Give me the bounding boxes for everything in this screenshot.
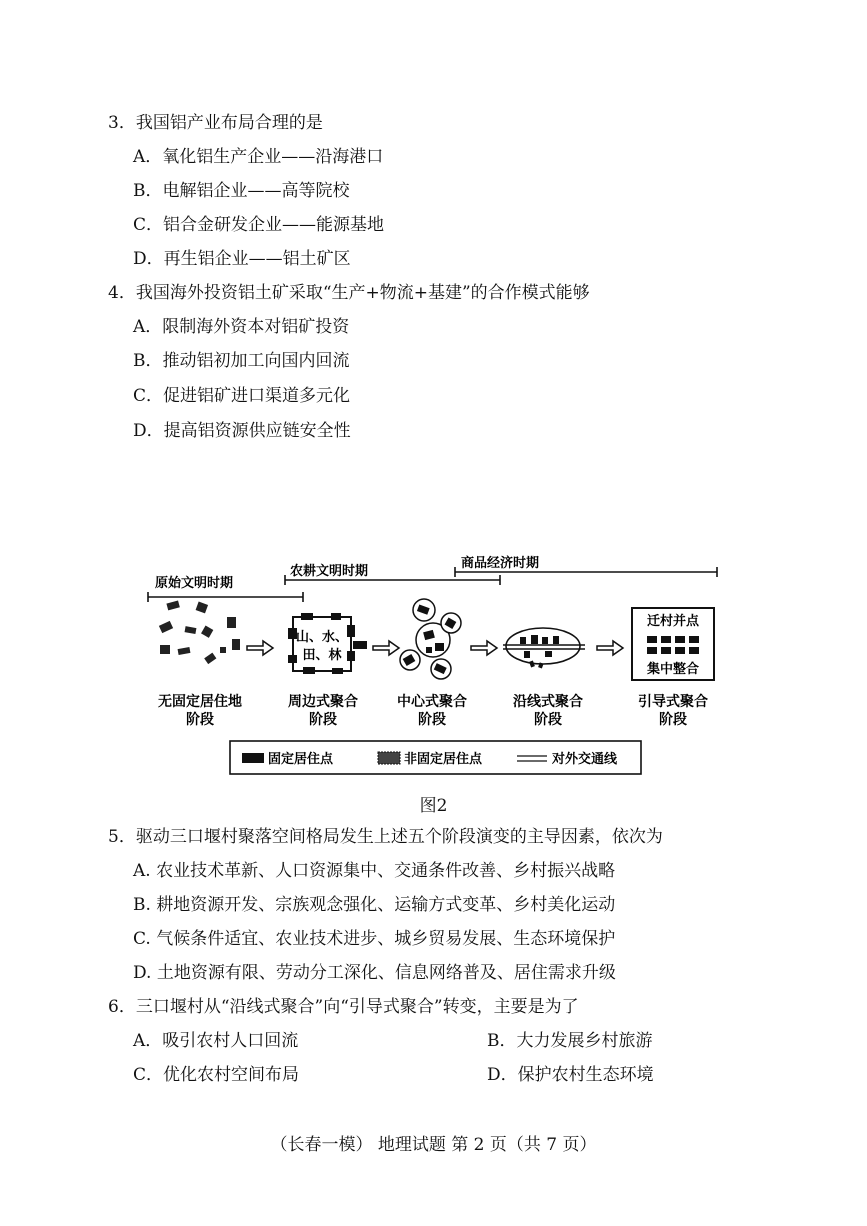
q4-option-a: A．限制海外资本对铝矿投资 — [133, 317, 350, 337]
stage1-name: 无固定居住地 — [158, 694, 242, 710]
stage5-name: 引导式聚合 — [638, 694, 708, 710]
arrow-2 — [373, 641, 399, 655]
legend-road-label: 对外交通线 — [552, 752, 618, 767]
legend-nonfixed-swatch — [378, 752, 400, 764]
q6-option-c: C．优化农村空间布局 — [133, 1065, 300, 1085]
q3-option-b: B．电解铝企业——高等院校 — [133, 181, 350, 201]
period-label-primitive: 原始文明时期 — [155, 576, 234, 591]
q6-stem: 6．三口堰村从“沿线式聚合”向“引导式聚合”转变，主要是为了 — [108, 997, 579, 1017]
q5-option-b: B. 耕地资源开发、宗族观念强化、运输方式变革、乡村美化运动 — [133, 895, 616, 915]
stage3-suffix: 阶段 — [418, 712, 446, 728]
settlement-evolution-diagram — [145, 555, 735, 785]
stage3-name: 中心式聚合 — [397, 694, 467, 710]
q3-option-d: D．再生铝企业——铝土矿区 — [133, 249, 351, 269]
stage1-suffix: 阶段 — [186, 712, 214, 728]
q4-stem: 4．我国海外投资铝土矿采取“生产+物流+基建”的合作模式能够 — [108, 283, 590, 303]
stage5-suffix: 阶段 — [659, 712, 687, 728]
stage1-scattered-dwellings — [159, 601, 240, 665]
q3-option-a: A．氧化铝生产企业——沿海港口 — [133, 147, 384, 167]
q5-option-c: C. 气候条件适宜、农业技术进步、城乡贸易发展、生态环境保护 — [133, 929, 616, 949]
q6-option-d: D．保护农村生态环境 — [487, 1065, 654, 1085]
q5-option-d: D. 土地资源有限、劳动分工深化、信息网络普及、居住需求升级 — [133, 963, 616, 983]
stage4-suffix: 阶段 — [534, 712, 562, 728]
q4-option-d: D．提高铝资源供应链安全性 — [133, 421, 351, 441]
q5-stem: 5．驱动三口堰村聚落空间格局发生上述五个阶段演变的主导因素，依次为 — [108, 827, 663, 847]
period-label-farming: 农耕文明时期 — [290, 564, 369, 579]
arrow-4 — [597, 641, 623, 655]
arrow-3 — [471, 641, 497, 655]
q5-option-a: A. 农业技术革新、人口资源集中、交通条件改善、乡村振兴战略 — [133, 861, 616, 881]
figure-caption: 图2 — [419, 796, 448, 816]
period-timeline — [148, 567, 717, 602]
q3-option-c: C．铝合金研发企业——能源基地 — [133, 215, 385, 235]
stage5-label-top: 迁村并点 — [646, 614, 700, 629]
q6-option-b: B．大力发展乡村旅游 — [487, 1031, 653, 1051]
stage4-linear-cluster — [503, 628, 585, 669]
stage3-central-clusters — [400, 599, 461, 679]
q3-stem: 3．我国铝产业布局合理的是 — [108, 113, 323, 133]
legend-fixed-swatch — [242, 753, 264, 763]
q4-option-c: C．促进铝矿进口渠道多元化 — [133, 386, 351, 406]
stage2-name: 周边式聚合 — [288, 694, 358, 710]
q6-option-a: A．吸引农村人口回流 — [133, 1031, 299, 1051]
stage4-name: 沿线式聚合 — [513, 694, 583, 710]
period-label-commodity: 商品经济时期 — [461, 556, 540, 571]
legend-fixed-label: 固定居住点 — [268, 752, 334, 767]
stage2-suffix: 阶段 — [309, 712, 337, 728]
legend-nonfixed-label: 非固定居住点 — [404, 752, 483, 767]
stage5-label-bottom: 集中整合 — [646, 662, 700, 677]
stage2-label-line1: 山、水、 — [295, 630, 349, 645]
q4-option-b: B．推动铝初加工向国内回流 — [133, 351, 350, 371]
page-footer: （长春一模） 地理试题 第 2 页（共 7 页） — [270, 1135, 597, 1155]
stage2-label-line2: 田、林 — [302, 648, 342, 663]
arrow-1 — [247, 641, 273, 655]
